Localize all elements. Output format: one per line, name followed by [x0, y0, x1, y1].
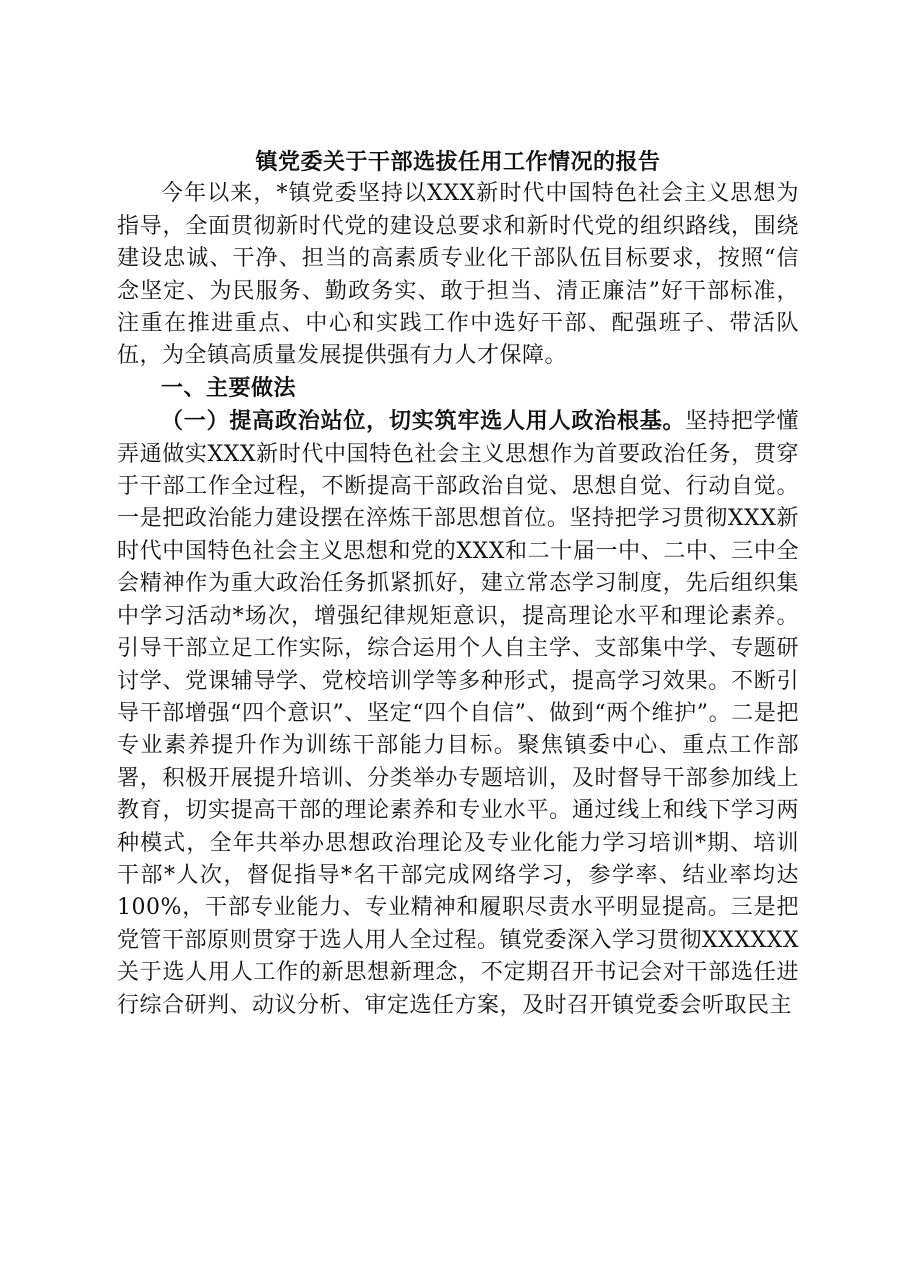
subsection-body: 坚持把学懂弄通做实XXX新时代中国特色社会主义思想作为首要政治任务，贯穿于干部工作全过程，不断提高干部政治自觉、思想自觉、行动自觉。一是把政治能力建设摆在淬炼干部思想首位。坚持把学习贯彻XXX新时代中国特色社会主义思想和党的XXX和二十届一中、二中、三中全会精神作为重大政治任务抓紧抓好，建立常态学习制度，先后组织集中学习活动*场次，增强纪律规矩意识，提高理论水平和理论素养。引导干部立足工作实际，综合运用个人自主学、支部集中学、专题研讨学、党课辅导学、党校培训学等多种形式，提高学习效果。不断引导干部增强“四个意识”、坚定“四个自信”、做到“两个维护”。二是把专业素养提升作为训练干部能力目标。聚焦镇委中心、重点工作部署，积极开展提升培训、分类举办专题培训，及时督导干部参加线上教育，切实提高干部的理论素养和专业水平。通过线上和线下学习两种模式，全年共举办思想政治理论及专业化能力学习培训*期、培训干部*人次，督促指导*名干部完成网络学习，参学率、结业率均达100%，干部专业能力、专业精神和履职尽责水平明显提高。三是把党管干部原则贯穿于选人用人全过程。镇党委深入学习贯彻XXXXXX关于选人用人工作的新思想新理念，不定期召开书记会对干部选任进行综合研判、动议分析、审定选任方案，及时召开镇党委会听取民主 — [117, 409, 799, 1018]
subsection-lead: （一）提高政治站位，切实筑牢选人用人政治根基。 — [161, 408, 686, 435]
intro-paragraph: 今年以来，*镇党委坚持以XXX新时代中国特色社会主义思想为指导，全面贯彻新时代党的建设总要求和新时代党的组织路线，围绕建设忠诚、干净、担当的高素质专业化干部队伍目标要求，按照“信念坚定、为民服务、勤政务实、敢于担当、清正廉洁”好干部标准，注重在推进重点、中心和实践工作中选好干部、配强班子、带活队伍，为全镇高质量发展提供强有力人才保障。 — [117, 181, 799, 369]
document-body — [117, 146, 799, 1022]
subsection-paragraph — [117, 405, 799, 1022]
document-title: 镇党委关于干部选拔任用工作情况的报告 — [255, 149, 661, 175]
section-heading: 一、主要做法 — [161, 375, 297, 401]
